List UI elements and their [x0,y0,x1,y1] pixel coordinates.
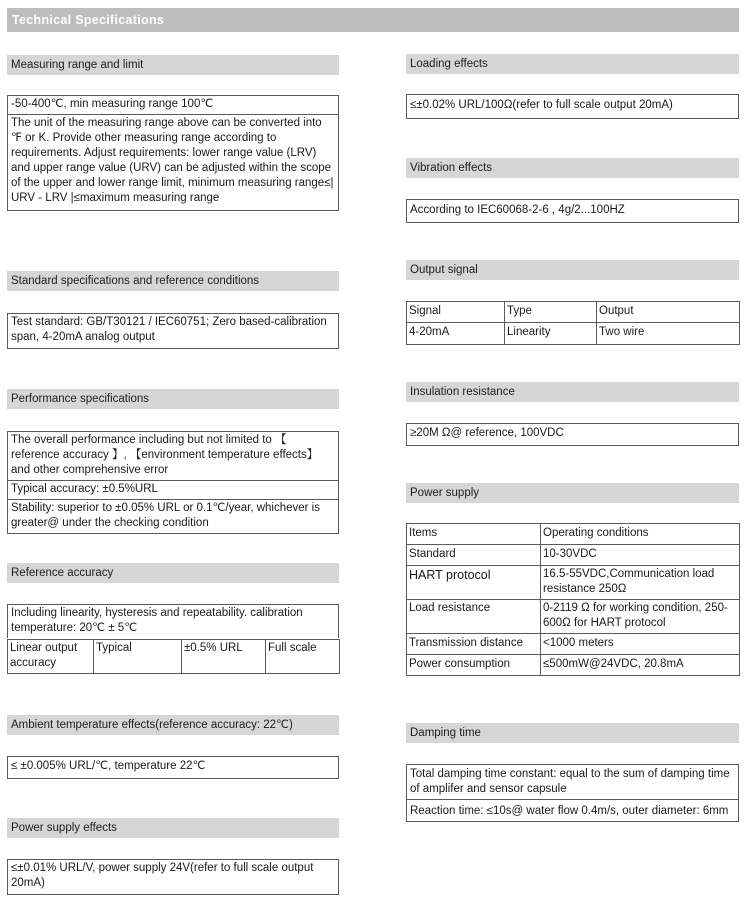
table-row [407,599,740,633]
reference-accuracy-text: Including linearity, hysteresis and repeatability. calibration temperature: 20℃ ± 5℃ [11,607,303,634]
table-cell: Linear output accuracy [8,640,94,674]
section-header-measuring-range: Measuring range and limit [7,55,339,75]
table-cell: Typical [94,640,182,674]
table-cell: ±0.5% URL [182,640,266,674]
vibration-effects-text: According to IEC60068-2-6 , 4g/2...100HZ [410,204,625,216]
standard-specifications-box [7,313,339,349]
measuring-range-box [7,95,339,211]
table-cell: HART protocol [407,565,541,599]
table-row [407,654,740,675]
loading-effects-box [406,94,739,119]
insulation-resistance-box [406,423,739,446]
page-title: Technical Specifications [7,8,739,32]
table-cell: Items [407,524,541,545]
table-cell: 4-20mA [407,322,505,344]
power-supply-effects-box [7,859,339,895]
table-cell: Power consumption [407,654,541,675]
ambient-temperature-box [7,756,339,779]
power-supply-table [406,523,740,676]
ambient-temperature-text: ≤ ±0.005% URL/℃, temperature 22℃ [11,760,206,772]
performance-box [7,431,339,534]
table-cell: Full scale [266,640,340,674]
section-header-vibration-effects: Vibration effects [406,158,739,178]
performance-stability: Stability: superior to ±0.05% URL or 0.1℃/year, whichever is greater@ under the checking condition [11,501,320,529]
section-header-performance: Performance specifications [7,389,339,409]
table-cell: <1000 meters [541,633,740,654]
section-header-power-supply-effects: Power supply effects [7,818,339,838]
section-header-insulation-resistance: Insulation resistance [406,382,739,402]
performance-overall: The overall performance including but not limited to 【 reference accuracy 】, 【environment temperature effects】and other comprehensive error [8,432,338,481]
section-header-damping-time: Damping time [406,723,739,743]
section-header-ambient-temperature: Ambient temperature effects(reference accuracy: 22℃) [7,715,339,735]
table-row [407,565,740,599]
section-header-reference-accuracy: Reference accuracy [7,563,339,583]
measuring-range-value: -50-400℃, min measuring range 100℃ [8,96,338,115]
power-supply-effects-text: ≤±0.01% URL/V, power supply 24V(refer to full scale output 20mA) [11,862,314,889]
output-signal-table [406,301,740,345]
table-row [407,633,740,654]
insulation-resistance-text: ≥20M Ω@ reference, 100VDC [410,427,564,439]
damping-time-box [406,764,739,822]
table-cell: Transmission distance [407,633,541,654]
performance-typical-accuracy: Typical accuracy: ±0.5%URL [8,481,338,500]
table-row [8,640,340,674]
table-cell: 10-30VDC [541,544,740,565]
standard-specifications-text: Test standard: GB/T30121 / IEC60751; Zero based-calibration span, 4-20mA analog output [11,316,327,343]
table-row [407,322,740,344]
table-cell: 16.5-55VDC,Communication load resistance 250Ω [541,565,740,599]
table-cell: Linearity [505,322,597,344]
section-header-output-signal: Output signal [406,260,739,280]
section-header-loading-effects: Loading effects [406,54,739,74]
table-row [407,524,740,545]
vibration-effects-box [406,199,739,223]
table-cell: Output [597,302,740,323]
table-cell: Signal [407,302,505,323]
table-cell: Standard [407,544,541,565]
damping-time-total: Total damping time constant: equal to the sum of damping time of amplifer and sensor capsule [407,765,738,800]
reference-accuracy-box [7,604,339,638]
damping-time-reaction: Reaction time: ≤10s@ water flow 0.4m/s, outer diameter: 6mm [410,804,729,817]
section-header-power-supply: Power supply [406,483,739,503]
table-row [407,544,740,565]
table-cell: Operating conditions [541,524,740,545]
measuring-range-description: The unit of the measuring range above can be converted into ℉ or K. Provide other measuring range according to requirements. Adjust requirements: lower range value (LRV) and upper range value (URV) can be adjusted within the scope of the upper and lower range limit, minimum measuring range≤| URV - LRV |≤maximum measuring range [11,116,334,204]
reference-accuracy-table [7,639,340,674]
loading-effects-text: ≤±0.02% URL/100Ω(refer to full scale output 20mA) [410,99,673,111]
table-cell: Two wire [597,322,740,344]
table-cell: Load resistance [407,599,541,633]
table-row [407,302,740,323]
table-cell: Type [505,302,597,323]
table-cell: 0-2119 Ω for working condition, 250-600Ω for HART protocol [541,599,740,633]
section-header-standard-specifications: Standard specifications and reference conditions [7,271,339,291]
table-cell: ≤500mW@24VDC, 20.8mA [541,654,740,675]
